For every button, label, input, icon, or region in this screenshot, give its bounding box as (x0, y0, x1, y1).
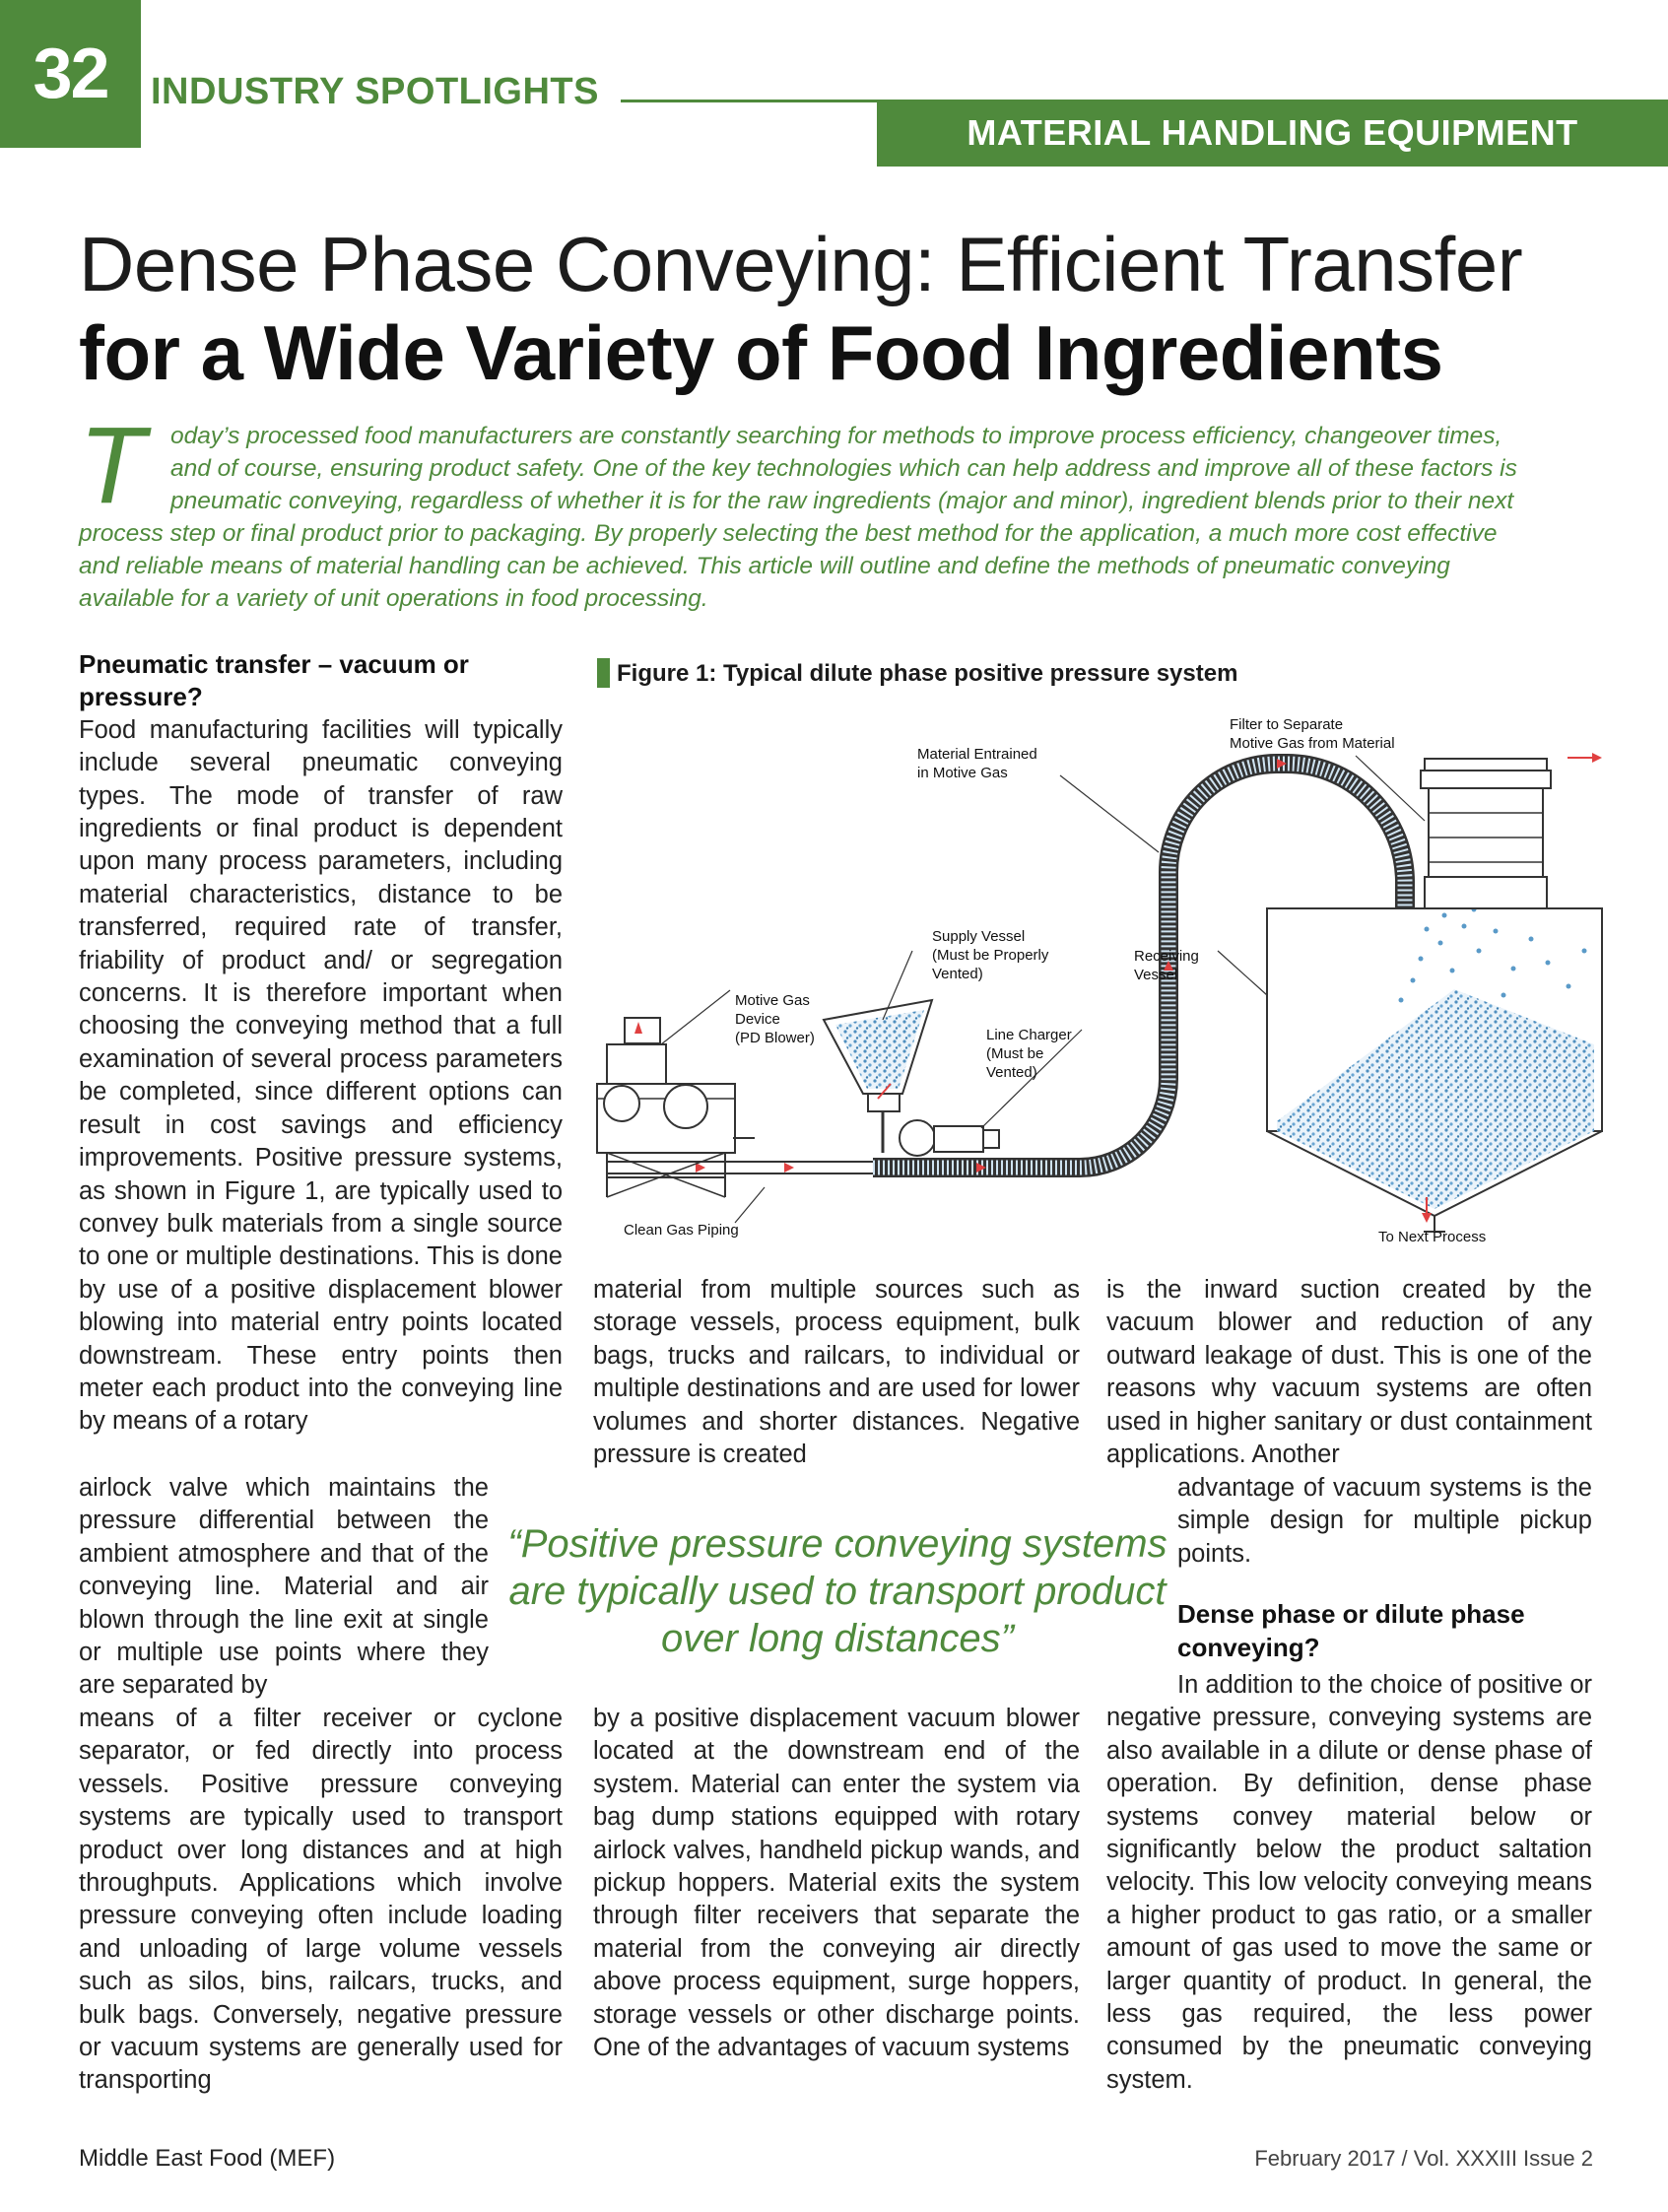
label-charger-2: (Must be (986, 1045, 1044, 1062)
column-2-top (593, 1274, 1080, 1471)
label-motive-1: Motive Gas (735, 992, 810, 1009)
label-motive-2: Device (735, 1011, 780, 1028)
paragraph: airlock valve which maintains the pressure differential between the ambient atmosphere and that of the conveying line. Material and air blown through the line exit at single or multiple use points where they are separated by (79, 1474, 489, 1700)
paragraph: means of a filter receiver or cyclone separator, or fed directly into process vessels. Positive pressure conveying systems are typically used to transport product over long distances and at high throughputs. Applications which involve pressure conveying often include loading and unloading of large volume vessels such as silos, bins, railcars, trucks, and bulk bags. Conversely, negative pressure or vacuum systems are generally used for transporting (79, 1705, 563, 2095)
lede-dropcap: T (79, 405, 146, 526)
paragraph: Food manufacturing facilities will typically include several pneumatic conveying types. The mode of transfer of raw ingredients or final product is dependent upon many process parameters, including material characteristics, distance to be transferred, required rate of transfer, friability of product and/ or segregation concerns. It is therefore important when choosing the conveying method that a full examination of several process parameters be completed, since different options can result in cost savings and efficiency improvements. Positive pressure systems, as shown in Figure 1, are typically used to convey bulk materials from a single source to one or multiple destinations. This is done by use of a positive displacement blower blowing into material entry points located downstream. These entry points then meter each product into the conveying line by means of a rotary (79, 715, 563, 1436)
column-3-wrap (1177, 1472, 1592, 1664)
label-receiving-2: Vessel (1134, 967, 1178, 983)
receiving-vessel (1267, 908, 1602, 1232)
lede-line: oday’s processed food manufacturers are constantly searching for methods to improve process efficiency, changeover times, (170, 423, 1502, 449)
label-filter-2: Motive Gas from Material (1230, 735, 1395, 752)
section-heading-dense-phase: Dense phase or dilute phase conveying? (1177, 1599, 1525, 1662)
footer-issue: February 2017 / Vol. XXXIII Issue 2 (1254, 2146, 1593, 2171)
label-clean-gas: Clean Gas Piping (624, 1222, 739, 1239)
column-3-top (1106, 1274, 1592, 1471)
lede-line: pneumatic conveying, regardless of whether it is for the raw ingredients (major and minor), ingredient blends prior to their next (170, 488, 1514, 514)
page-number: 32 (0, 0, 141, 148)
label-motive-3: (PD Blower) (735, 1030, 815, 1046)
paragraph: by a positive displacement vacuum blower located at the downstream end of the system. Material can enter the system via bag dump stations equipped with rotary airlock valves, handheld pickup wands, and pickup hoppers. Material exits the system through filter receivers that separate the material from the conveying air directly above process equipment, surge hoppers, storage vessels or other discharge points. One of the advantages of vacuum systems (593, 1705, 1080, 2062)
paragraph: In addition to the choice of positive or negative pressure, conveying systems are also available in a dilute or dense phase of operation. By definition, dense phase systems convey material below or significantly below the product saltation velocity. This low velocity conveying means a higher product to gas ratio, or a smaller amount of gas used to move the same or larger quantity of product. In general, the less gas required, the less power consumed by the pneumatic conveying system. (1106, 1671, 1593, 2094)
section-heading-pneumatic: Pneumatic transfer – vacuum or pressure? (79, 649, 469, 712)
lede-line: and of course, ensuring product safety. One of the key technologies which can help address and improve all of these factors is (170, 455, 1517, 482)
paragraph: material from multiple sources such as storage vessels, process equipment, bulk bags, trucks and railcars, to individual or multiple destinations and are used for lower volumes and shorter distances. Negative pressure is created (593, 1276, 1080, 1469)
figure-caption: Figure 1: Typical dilute phase positive pressure system (617, 660, 1238, 687)
pull-quote: “Positive pressure conveying systems are typically used to transport product over long distances” (507, 1522, 1168, 1660)
label-next-process: To Next Process (1378, 1229, 1487, 1245)
category-banner: MATERIAL HANDLING EQUIPMENT (877, 100, 1668, 167)
lede-line: process step or final product prior to packaging. By properly selecting the best method for the application, a much more cost effective (79, 520, 1498, 547)
figure-marker (597, 658, 610, 688)
article-title-line-2: for a Wide Variety of Food Ingredients (79, 309, 1443, 396)
lede-line: and reliable means of material handling can be achieved. This article will outline and define the methods of pneumatic conveying (79, 553, 1450, 579)
filter-receiver (1421, 753, 1602, 908)
conveying-system-diagram (587, 704, 1632, 1256)
label-receiving-1: Receiving (1134, 948, 1199, 965)
label-filter-1: Filter to Separate (1230, 716, 1344, 733)
label-entrained-2: in Motive Gas (917, 765, 1008, 781)
column-1-top (79, 648, 563, 1439)
paragraph: is the inward suction created by the vacuum blower and reduction of any outward leakage of dust. This is one of the reasons why vacuum systems are often used in higher sanitary or dust containment applications. Another (1106, 1276, 1592, 1469)
footer-publication: Middle East Food (MEF) (79, 2145, 336, 2172)
column-1-bottom (79, 1703, 563, 2098)
section-label: INDUSTRY SPOTLIGHTS (151, 71, 599, 112)
label-charger-1: Line Charger (986, 1027, 1072, 1043)
paragraph: advantage of vacuum systems is the simple design for multiple pickup points. (1177, 1474, 1592, 1568)
column-1-wrap (79, 1472, 489, 1703)
label-entrained-1: Material Entrained (917, 746, 1037, 763)
column-2-bottom (593, 1703, 1080, 2064)
label-supply-2: (Must be Properly (932, 947, 1049, 964)
label-supply-3: Vented) (932, 966, 983, 982)
column-3-bottom (1106, 1669, 1592, 2097)
lede-line: available for a variety of unit operations in food processing. (79, 585, 708, 612)
label-charger-3: Vented) (986, 1064, 1037, 1081)
label-supply-1: Supply Vessel (932, 928, 1026, 945)
article-title-line-1: Dense Phase Conveying: Efficient Transfer (79, 221, 1523, 307)
